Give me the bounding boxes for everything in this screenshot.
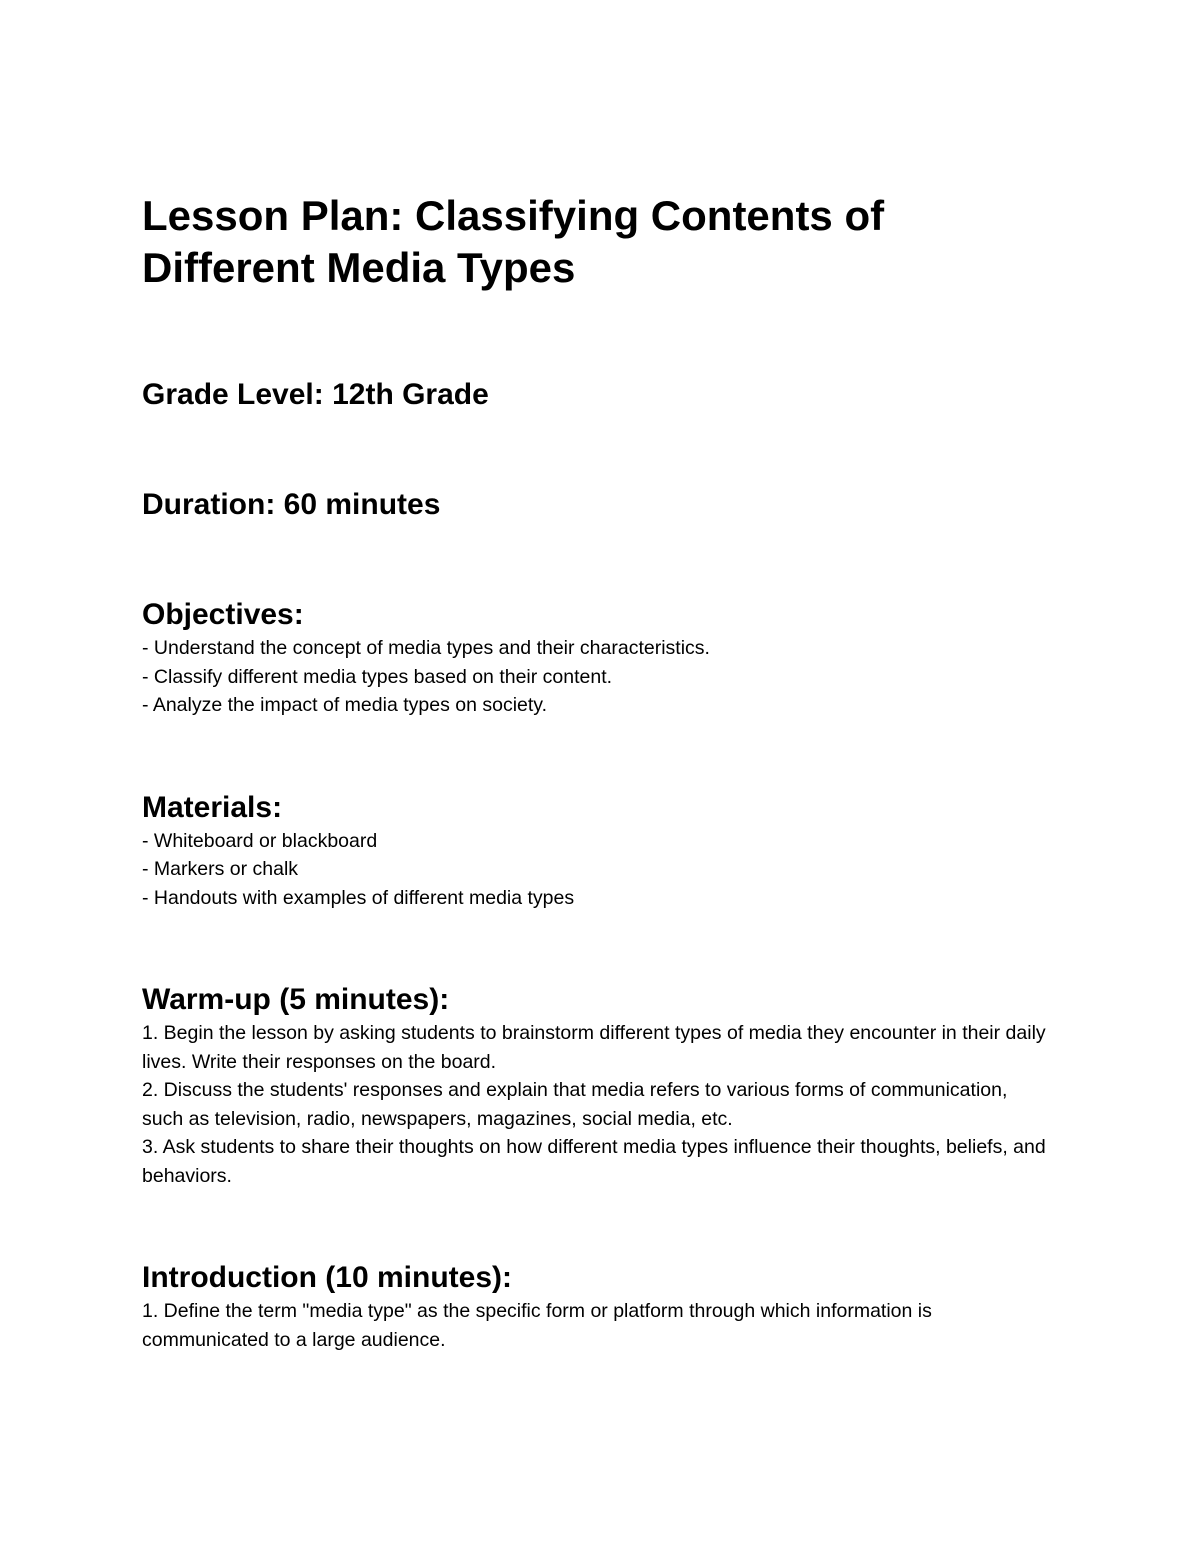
materials-section — [142, 789, 1072, 913]
materials-heading: Materials: — [142, 790, 283, 824]
warmup-item: 1. Begin the lesson by asking students to brainstorm different types of media they encounter in their daily lives. Write their responses on the board. — [142, 1022, 1046, 1073]
objectives-section — [142, 596, 1072, 720]
introduction-heading: Introduction (10 minutes): — [142, 1261, 512, 1294]
objectives-heading: Objectives: — [142, 598, 304, 631]
warmup-item: 3. Ask students to share their thoughts on how different media types influence their thoughts, beliefs, and behaviors. — [142, 1136, 1046, 1187]
page-title: Lesson Plan: Classifying Contents of Different Media Types — [142, 192, 885, 291]
material-item: - Handouts with examples of different media types — [142, 886, 575, 909]
objective-item: - Analyze the impact of media types on society. — [142, 694, 548, 716]
warmup-section — [142, 981, 1072, 1190]
introduction-item: 1. Define the term "media type" as the specific form or platform through which information is communicated to a large audience. — [142, 1300, 932, 1351]
introduction-list — [142, 1297, 1052, 1354]
introduction-section — [142, 1259, 1072, 1354]
material-item: - Whiteboard or blackboard — [142, 829, 378, 852]
duration: Duration: 60 minutes — [142, 488, 441, 521]
warmup-heading: Warm-up (5 minutes): — [142, 983, 450, 1016]
objective-item: - Understand the concept of media types and their characteristics. — [142, 637, 710, 659]
warmup-item: 2. Discuss the students' responses and explain that media refers to various forms of communication, such as television, radio, newspapers, magazines, social media, etc. — [142, 1079, 1008, 1130]
objectives-list — [142, 634, 1072, 720]
material-item: - Markers or chalk — [142, 858, 299, 880]
grade-level: Grade Level: 12th Grade — [142, 378, 489, 411]
warmup-list — [142, 1019, 1052, 1190]
objective-item: - Classify different media types based on their content. — [142, 665, 613, 688]
materials-list — [142, 827, 1072, 913]
document-page — [142, 190, 1072, 1354]
